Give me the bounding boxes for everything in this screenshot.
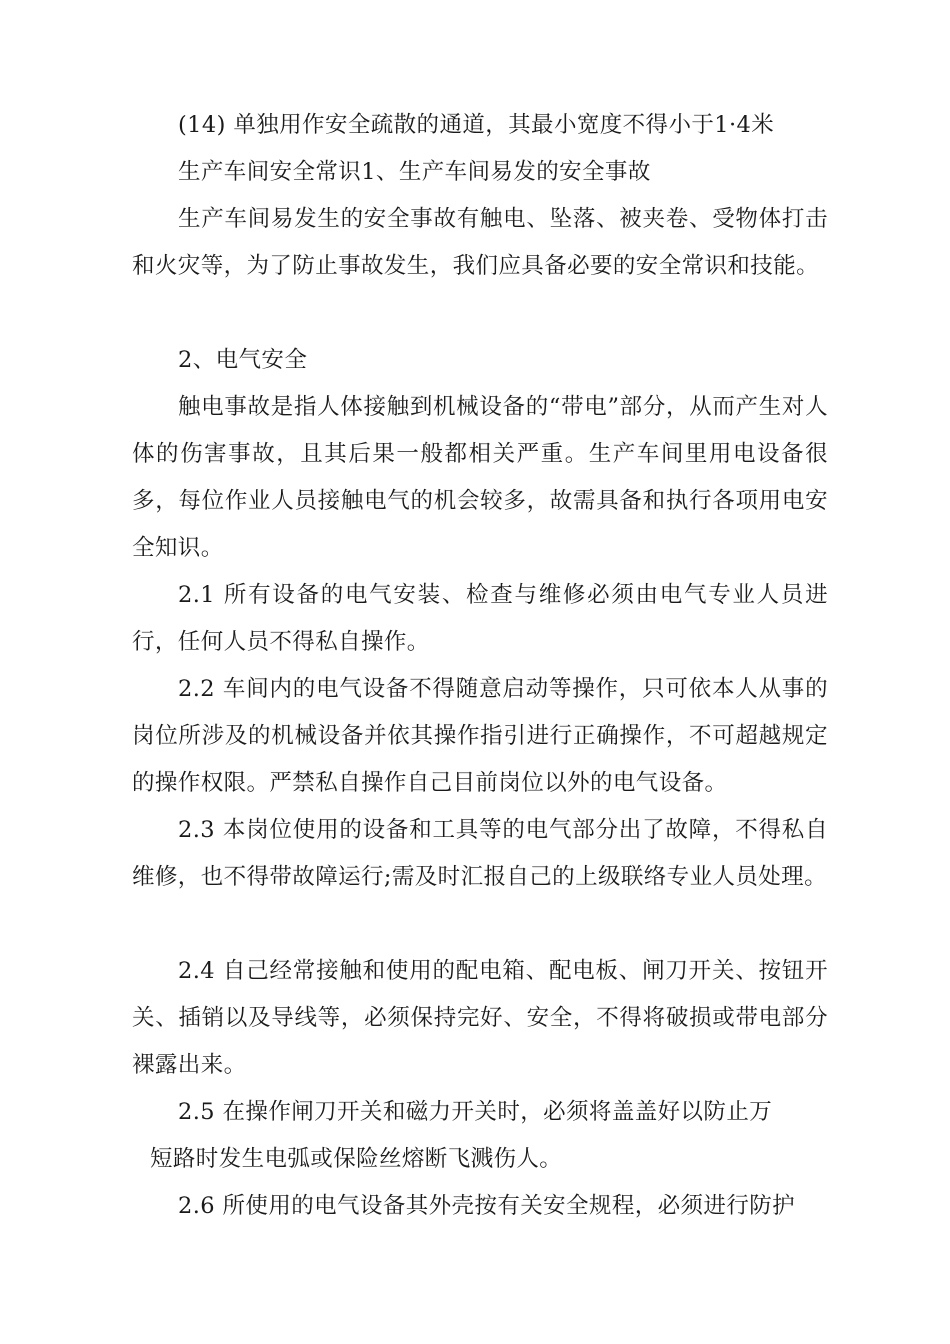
paragraph-section-heading: 生产车间安全常识1、生产车间易发的安全事故	[178, 159, 651, 185]
paragraph-item-2-5: 2.5 在操作闸刀开关和磁力开关时，必须将盖盖好以防止万	[178, 1099, 773, 1125]
paragraph-common-accidents: 生产车间易发生的安全事故有触电、坠落、被夹卷、受物体打击和火灾等，为了防止事故发生，我们应具备必要的安全常识和技能。	[132, 206, 828, 279]
paragraph-evacuation-width: (14) 单独用作安全疏散的通道，其最小宽度不得小于1·4米	[178, 112, 775, 138]
paragraph-item-2-1: 2.1 所有设备的电气安装、检查与维修必须由电气专业人员进行，任何人员不得私自操作。	[132, 582, 828, 655]
paragraph-item-2-4: 2.4 自己经常接触和使用的配电箱、配电板、闸刀开关、按钮开关、插销以及导线等，必须保持完好、安全，不得将破损或带电部分裸露出来。	[132, 958, 828, 1078]
paragraph-item-2-6: 2.6 所使用的电气设备其外壳按有关安全规程，必须进行防护	[178, 1193, 796, 1219]
paragraph-electrical-safety-heading: 2、电气安全	[178, 347, 308, 373]
paragraph-item-2-5-continued: 短路时发生电弧或保险丝熔断飞溅伤人。	[150, 1146, 563, 1172]
paragraph-electric-shock: 触电事故是指人体接触到机械设备的“带电”部分，从而产生对人体的伤害事故，且其后果一般都相关严重。生产车间里用电设备很多，每位作业人员接触电气的机会较多，故需具备和执行各项用电安全知识。	[132, 394, 828, 561]
paragraph-item-2-2: 2.2 车间内的电气设备不得随意启动等操作，只可依本人从事的岗位所涉及的机械设备并依其操作指引进行正确操作，不可超越规定的操作权限。严禁私自操作自己目前岗位以外的电气设备。	[132, 676, 828, 796]
paragraph-item-2-3: 2.3 本岗位使用的设备和工具等的电气部分出了故障，不得私自维修，也不得带故障运行;需及时汇报自己的上级联络专业人员处理。	[132, 817, 828, 890]
